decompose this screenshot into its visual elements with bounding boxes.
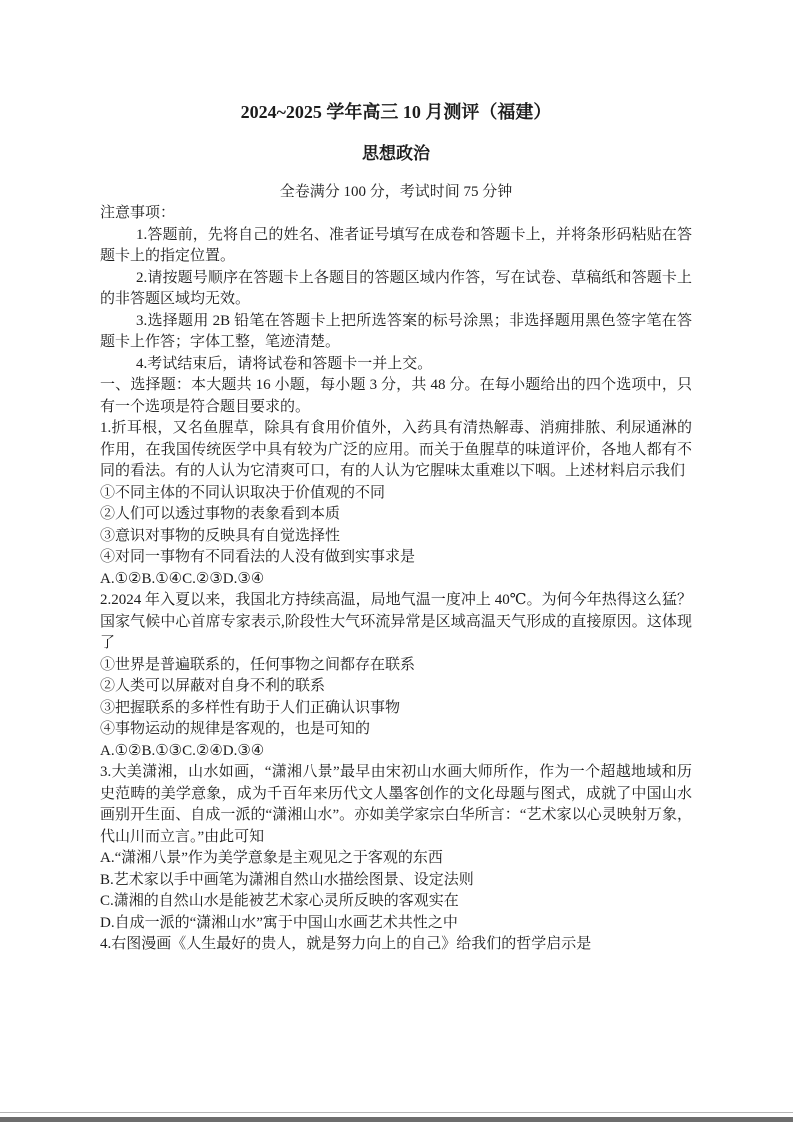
notice-item: 3.选择题用 2B 铅笔在答题卡上把所选答案的标号涂黑；非选择题用黑色签字笔在答题卡上作答；字体工整，笔迹清楚。 [100,312,692,350]
question-3 [100,762,692,934]
question-option: B.艺术家以手中画笔为潇湘自然山水描绘图景、设定法则 [100,871,474,888]
section-heading: 一、选择题：本大题共 16 小题，每小题 3 分，共 48 分。在每小题给出的四个选项中，只有一个选项是符合题目要求的。 [100,377,692,415]
question-stem: 3.大美潇湘，山水如画，“潇湘八景”最早由宋初山水画大师所作，作为一个超越地域和历史范畴的美学意象，成为千百年来历代文人墨客创作的文化母题与图式，成就了中国山水画别开生面、自成一派的“潇湘山水”。亦如美学家宗白华所言：“艺术家以心灵映射万象，代山川而立言。”由此可知 [100,764,692,845]
question-4 [100,934,692,956]
notice-item: 1.答题前，先将自己的姓名、准者证号填写在成卷和答题卡上，并将条形码粘贴在答题卡上的指定位置。 [100,226,692,264]
page-bottom-edge-bar [0,1117,793,1122]
document-content [100,92,692,956]
question-option: A.“潇湘八景”作为美学意象是主观见之于客观的东西 [100,850,443,866]
question-statement: ①不同主体的不同认识取决于价值观的不同 [100,484,386,501]
question-stem: 1.折耳根，又名鱼腥草，除具有食用价值外，入药具有清热解毒、消痈排脓、利尿通淋的作用，在我国传统医学中具有较为广泛的应用。而关于鱼腥草的味道评价，各地人都有不同的看法。有的人认为它清爽可口，有的人认为它腥味太重难以下咽。上述材料启示我们 [100,420,692,479]
question-statement: ③意识对事物的反映具有自觉选择性 [100,527,341,544]
exam-meta-line: 全卷满分 100 分，考试时间 75 分钟 [279,184,513,200]
notice-item: 4.考试结束后，请将试卷和答题卡一并上交。 [136,355,433,372]
question-stem: 2.2024 年入夏以来，我国北方持续高温，局地气温一度冲上 40℃。为何今年热得这么猛？国家气候中心首席专家表示,阶段性大气环流异常是区域高温天气形成的直接原因。这体现了 [100,592,692,651]
question-statement: ②人们可以透过事物的表象看到本质 [100,506,341,522]
question-stem: 4.右图漫画《人生最好的贵人，就是努力向上的自己》给我们的哲学启示是 [100,936,592,952]
exam-title: 2024~2025 学年高三 10 月测评（福建） [240,102,552,122]
question-statement: ④对同一事物有不同看法的人没有做到实事求是 [100,549,416,565]
notice-item: 2.请按题号顺序在答题卡上各题目的答题区域内作答，写在试卷、草稿纸和答题卡上的非答题区域均无效。 [100,269,692,307]
question-1 [100,418,692,590]
question-statement: ④事物运动的规律是客观的，也是可知的 [100,721,371,737]
notice-heading: 注意事项： [100,205,176,221]
question-statement: ②人类可以屏蔽对自身不利的联系 [100,678,326,694]
question-choices: A.①②B.①④C.②③D.③④ [100,570,265,587]
exam-subject: 思想政治 [362,144,430,163]
question-statement: ③把握联系的多样性有助于人们正确认识事物 [100,699,401,716]
question-choices: A.①②B.①③C.②④D.③④ [100,742,265,759]
question-option: C.潇湘的自然山水是能被艺术家心灵所反映的客观实在 [100,893,459,909]
question-option: D.自成一派的“潇湘山水”寓于中国山水画艺术共性之中 [100,914,458,931]
question-statement: ①世界是普遍联系的，任何事物之间都存在联系 [100,656,416,673]
page-bottom-rule [0,1112,793,1113]
question-2 [100,590,692,762]
